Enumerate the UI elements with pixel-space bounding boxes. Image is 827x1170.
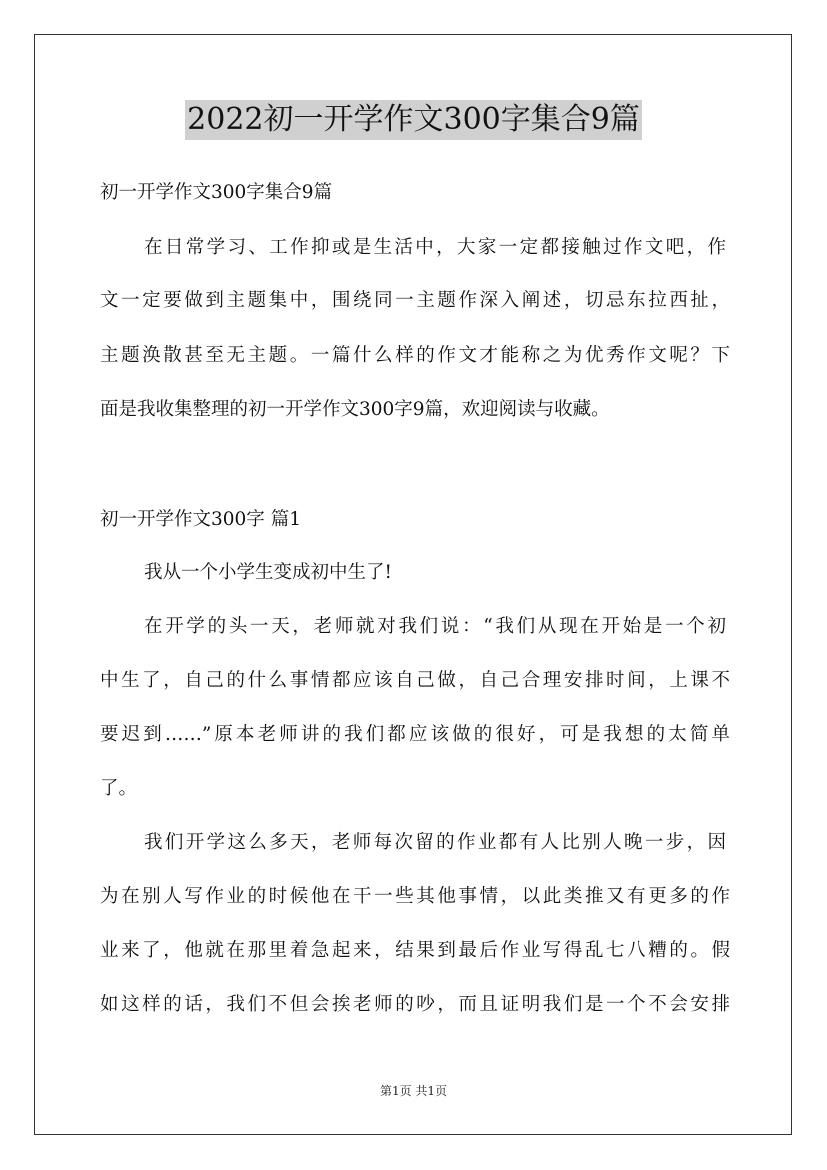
title-container	[0, 100, 827, 140]
body-line-4: 要迟到……”原本老师讲的我们都应该做的很好，可是我想的太简单	[100, 724, 730, 745]
body-line-3: 中生了，自己的什么事情都应该自己做，自己合理安排时间，上课不	[100, 670, 730, 691]
body-line-9: 如这样的话，我们不但会挨老师的吵，而且证明我们是一个不会安排	[100, 994, 730, 1015]
page-footer: 第1页 共1页	[379, 1084, 448, 1098]
body-line-1: 我从一个小学生变成初中生了!	[144, 562, 392, 583]
intro-line-2: 文一定要做到主题集中，围绕同一主题作深入阐述，切忌东拉西扯，	[100, 290, 730, 311]
body-line-8: 业来了，他就在那里着急起来，结果到最后作业写得乱七八糟的。假	[100, 940, 730, 961]
document-subtitle: 初一开学作文300字集合9篇	[100, 182, 333, 203]
body-line-2: 在开学的头一天，老师就对我们说：“我们从现在开始是一个初	[144, 616, 726, 637]
intro-line-1: 在日常学习、工作抑或是生活中，大家一定都接触过作文吧，作	[144, 237, 726, 258]
intro-line-4: 面是我收集整理的初一开学作文300字9篇，欢迎阅读与收藏。	[100, 399, 610, 420]
document-title: 2022初一开学作文300字集合9篇	[185, 100, 642, 140]
section-heading: 初一开学作文300字 篇1	[100, 509, 301, 530]
body-line-6: 我们开学这么多天，老师每次留的作业都有人比别人晚一步，因	[144, 832, 726, 853]
body-line-5: 了。	[100, 778, 138, 799]
body-line-7: 为在别人写作业的时候他在干一些其他事情，以此类推又有更多的作	[100, 886, 730, 907]
intro-line-3: 主题涣散甚至无主题。一篇什么样的作文才能称之为优秀作文呢？下	[100, 345, 730, 366]
